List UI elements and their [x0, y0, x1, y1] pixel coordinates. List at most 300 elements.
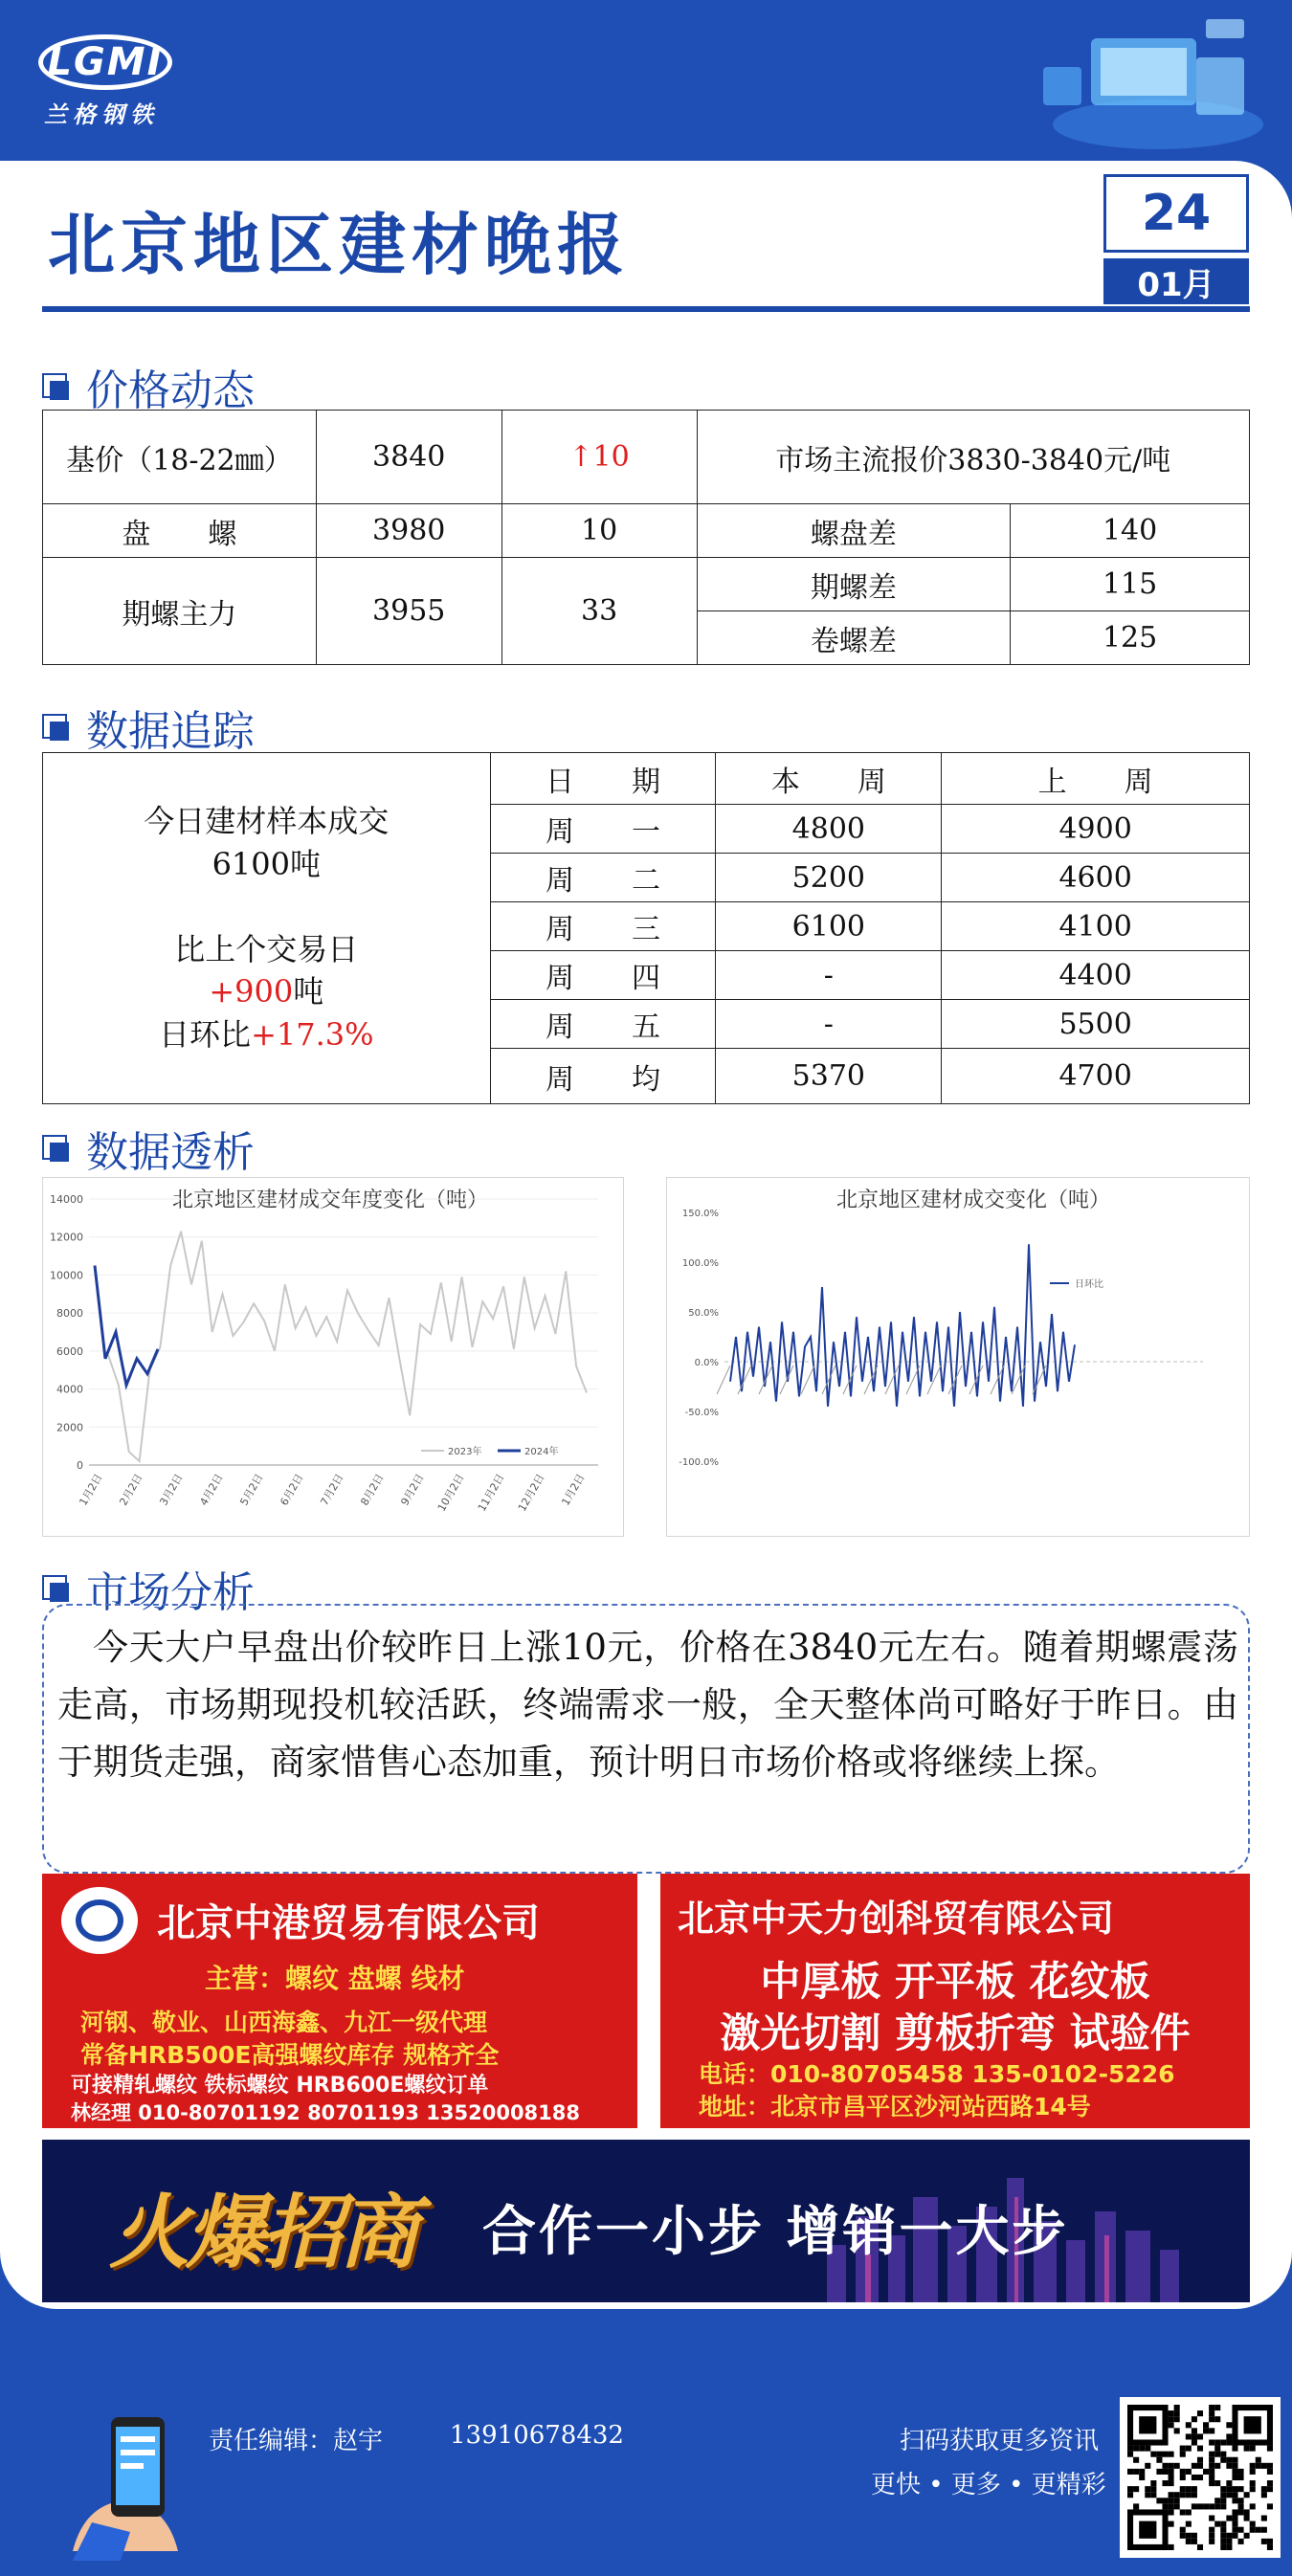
qr-module	[1267, 2544, 1273, 2550]
qr-slogan: 更快 • 更多 • 更精彩	[871, 2471, 1106, 2499]
volume-table	[42, 752, 1250, 1104]
qr-module	[1261, 2463, 1267, 2469]
qr-module	[1162, 2452, 1168, 2457]
qr-module	[1238, 2527, 1244, 2533]
qr-module	[1127, 2486, 1133, 2492]
qr-module	[1238, 2475, 1244, 2480]
qr-module	[1232, 2509, 1237, 2515]
qr-module	[1232, 2475, 1237, 2480]
qr-module	[1220, 2503, 1226, 2509]
qr-module	[1214, 2446, 1220, 2452]
qr-module	[1186, 2533, 1192, 2539]
y-tick-label: 8000	[56, 1307, 83, 1321]
y-tick-label: 10000	[50, 1269, 83, 1282]
row-last-week: 4700	[942, 1049, 1250, 1104]
qr-module	[1220, 2452, 1226, 2457]
qr-module	[1226, 2516, 1232, 2521]
qr-module	[1209, 2439, 1214, 2445]
x-tick-label: 5月2日	[237, 1472, 266, 1508]
qr-module	[1169, 2503, 1174, 2509]
qr-module	[1169, 2498, 1174, 2503]
x-tick-mark	[759, 1366, 772, 1394]
section-square-icon	[42, 714, 69, 741]
base-change	[501, 411, 697, 504]
section-data-track	[42, 697, 255, 758]
qr-module	[1238, 2498, 1244, 2503]
y-tick-label: 0	[77, 1459, 83, 1472]
section-square-icon	[42, 1135, 69, 1162]
qr-module	[1232, 2486, 1237, 2492]
qr-module	[1250, 2469, 1256, 2475]
qr-module	[1162, 2469, 1168, 2475]
ad-service-line: 激光切割 剪板折弯 试验件	[720, 2010, 1191, 2056]
qr-module	[1197, 2457, 1203, 2463]
qr-finder	[1139, 2416, 1156, 2433]
qr-module	[1261, 2539, 1267, 2544]
qr-module	[1133, 2469, 1139, 2475]
qr-module	[1169, 2463, 1174, 2469]
qr-module	[1256, 2457, 1261, 2463]
ad-company-name: 北京中天力创科贸有限公司	[678, 1898, 1115, 1940]
qr-module	[1209, 2475, 1214, 2480]
logo-mark: LGMI	[38, 34, 172, 90]
section-square-icon	[42, 1575, 69, 1602]
qr-module	[1192, 2492, 1197, 2498]
qr-module	[1127, 2492, 1133, 2498]
qr-module	[1203, 2469, 1209, 2475]
qr-module	[1150, 2480, 1156, 2486]
qr-code[interactable]	[1120, 2397, 1281, 2558]
header-date: 日 期	[490, 753, 716, 805]
row-last-week: 5500	[942, 1000, 1250, 1049]
daily-ratio-chart	[666, 1177, 1250, 1537]
qr-module	[1169, 2521, 1174, 2527]
qr-module	[1226, 2422, 1232, 2428]
series-ratio-line	[730, 1244, 1075, 1407]
x-tick-mark	[717, 1366, 730, 1394]
qr-module	[1192, 2463, 1197, 2469]
qr-module	[1214, 2452, 1220, 2457]
qr-module	[1180, 2475, 1186, 2480]
x-tick-label: 7月2日	[318, 1472, 346, 1508]
section-price	[42, 356, 255, 417]
qr-module	[1226, 2544, 1232, 2550]
qr-module	[1232, 2492, 1237, 2498]
qr-module	[1150, 2492, 1156, 2498]
y-tick-label: 6000	[56, 1344, 83, 1358]
spread-label: 螺盘差	[697, 504, 1011, 558]
qr-module	[1244, 2516, 1250, 2521]
table-row	[43, 753, 1250, 805]
qr-module	[1244, 2492, 1250, 2498]
qr-module	[1220, 2533, 1226, 2539]
ad-zhonggang[interactable]	[42, 1874, 637, 2128]
qr-module	[1226, 2433, 1232, 2439]
section-title: 价格动态	[86, 366, 255, 415]
qr-module	[1180, 2527, 1186, 2533]
y-tick-label: 100.0%	[681, 1258, 719, 1269]
qr-module	[1197, 2503, 1203, 2509]
qr-module	[1220, 2527, 1226, 2533]
x-tick-label: 12月2日	[515, 1472, 547, 1514]
qr-module	[1203, 2428, 1209, 2433]
qr-module	[1214, 2405, 1220, 2410]
qr-module	[1174, 2416, 1180, 2422]
qr-module	[1232, 2469, 1237, 2475]
qr-module	[1209, 2452, 1214, 2457]
volume-delta: +900	[209, 973, 294, 1010]
qr-module	[1209, 2428, 1214, 2433]
qr-module	[1232, 2516, 1237, 2521]
qr-module	[1261, 2516, 1267, 2521]
qr-module	[1209, 2469, 1214, 2475]
qr-module	[1209, 2480, 1214, 2486]
spread-label: 卷螺差	[697, 611, 1011, 665]
qr-module	[1232, 2498, 1237, 2503]
qr-module	[1226, 2539, 1232, 2544]
futures-label: 期螺主力	[43, 558, 317, 665]
qr-module	[1209, 2533, 1214, 2539]
qr-module	[1244, 2509, 1250, 2515]
row-day: 周 三	[490, 902, 716, 951]
base-change-value: 10	[592, 440, 630, 474]
x-tick-label: 1月2日	[559, 1472, 588, 1508]
section-data-analysis	[42, 1118, 255, 1179]
qr-module	[1169, 2509, 1174, 2515]
x-tick-label: 3月2日	[157, 1472, 186, 1508]
qr-module	[1267, 2469, 1273, 2475]
up-arrow-icon: ↑	[568, 440, 593, 474]
row-this-week: -	[716, 951, 942, 1000]
qr-module	[1214, 2498, 1220, 2503]
qr-module	[1226, 2457, 1232, 2463]
qr-module	[1209, 2516, 1214, 2521]
qr-module	[1192, 2428, 1197, 2433]
row-day: 周 一	[490, 805, 716, 854]
y-tick-label: -50.0%	[684, 1408, 719, 1418]
qr-module	[1261, 2486, 1267, 2492]
y-tick-label: -100.0%	[679, 1457, 719, 1468]
coil-change: 10	[501, 504, 697, 558]
logo-subtitle: 兰格钢铁	[44, 100, 159, 128]
qr-module	[1186, 2469, 1192, 2475]
qr-module	[1156, 2457, 1162, 2463]
y-tick-label: 4000	[56, 1383, 83, 1396]
ad-line: 河钢、敬业、山西海鑫、九江一级代理	[80, 2009, 488, 2036]
table-row	[43, 504, 1250, 558]
qr-module	[1169, 2469, 1174, 2475]
y-tick-label: 14000	[50, 1193, 83, 1206]
x-tick-label: 2月2日	[117, 1472, 145, 1508]
qr-module	[1133, 2457, 1139, 2463]
row-this-week: 4800	[716, 805, 942, 854]
qr-module	[1226, 2492, 1232, 2498]
qr-module	[1180, 2469, 1186, 2475]
qr-module	[1209, 2410, 1214, 2416]
ad-main-business: 主营：螺纹 盘螺 线材	[205, 1963, 465, 1994]
qr-module	[1250, 2527, 1256, 2533]
qr-module	[1238, 2539, 1244, 2544]
row-day: 周 五	[490, 1000, 716, 1049]
qr-module	[1238, 2509, 1244, 2515]
header-decoration-graphic	[1014, 10, 1263, 153]
series-2024-line	[95, 1266, 158, 1386]
qr-module	[1267, 2446, 1273, 2452]
qr-module	[1197, 2544, 1203, 2550]
qr-module	[1226, 2463, 1232, 2469]
qr-module	[1174, 2410, 1180, 2416]
legend-label: 日环比	[1075, 1279, 1103, 1290]
qr-module	[1214, 2503, 1220, 2509]
y-tick-label: 2000	[56, 1421, 83, 1434]
qr-module	[1209, 2405, 1214, 2410]
qr-module	[1220, 2492, 1226, 2498]
qr-module	[1133, 2446, 1139, 2452]
qr-module	[1220, 2439, 1226, 2445]
qr-module	[1174, 2463, 1180, 2469]
qr-module	[1186, 2521, 1192, 2527]
futures-change: 33	[501, 558, 697, 665]
qr-module	[1169, 2480, 1174, 2486]
qr-module	[1267, 2480, 1273, 2486]
ratio-label: 日环比	[159, 1016, 252, 1054]
qr-module	[1145, 2446, 1150, 2452]
qr-module	[1220, 2486, 1226, 2492]
qr-module	[1197, 2463, 1203, 2469]
qr-module	[1214, 2416, 1220, 2422]
section-title: 数据透析	[86, 1128, 255, 1177]
qr-module	[1214, 2463, 1220, 2469]
qr-module	[1180, 2452, 1186, 2457]
qr-module	[1256, 2527, 1261, 2533]
qr-module	[1127, 2452, 1133, 2457]
qr-module	[1180, 2492, 1186, 2498]
qr-module	[1232, 2457, 1237, 2463]
qr-module	[1226, 2486, 1232, 2492]
qr-module	[1174, 2503, 1180, 2509]
qr-finder	[1244, 2416, 1261, 2433]
qr-module	[1186, 2509, 1192, 2515]
qr-finder	[1139, 2521, 1156, 2539]
qr-module	[1145, 2486, 1150, 2492]
qr-module	[1162, 2480, 1168, 2486]
row-day: 周 四	[490, 951, 716, 1000]
title-underline	[42, 306, 1250, 312]
qr-module	[1192, 2416, 1197, 2422]
ad-zhongtianli[interactable]	[660, 1874, 1250, 2128]
base-label: 基价（18-22㎜）	[43, 411, 317, 504]
volume-summary	[43, 753, 491, 1104]
qr-module	[1250, 2503, 1256, 2509]
qr-module	[1203, 2422, 1209, 2428]
qr-module	[1232, 2446, 1237, 2452]
spread-value: 140	[1011, 504, 1250, 558]
qr-module	[1174, 2492, 1180, 2498]
qr-module	[1162, 2498, 1168, 2503]
qr-module	[1209, 2416, 1214, 2422]
table-row	[43, 411, 1250, 504]
qr-module	[1192, 2533, 1197, 2539]
qr-module	[1261, 2492, 1267, 2498]
table-row	[43, 558, 1250, 611]
y-tick-label: 150.0%	[681, 1209, 719, 1219]
qr-module	[1214, 2480, 1220, 2486]
chart-title: 北京地区建材成交变化（吨）	[835, 1188, 1111, 1212]
qr-module	[1250, 2480, 1256, 2486]
coil-label: 盘 螺	[43, 504, 317, 558]
qr-module	[1162, 2463, 1168, 2469]
qr-module	[1220, 2521, 1226, 2527]
qr-module	[1192, 2503, 1197, 2509]
editor-phone: 13910678432	[450, 2421, 624, 2450]
qr-module	[1156, 2498, 1162, 2503]
section-title: 市场分析	[86, 1568, 255, 1617]
qr-module	[1267, 2486, 1273, 2492]
qr-module	[1169, 2492, 1174, 2498]
qr-module	[1209, 2527, 1214, 2533]
qr-module	[1197, 2410, 1203, 2416]
qr-module	[1238, 2503, 1244, 2509]
qr-module	[1186, 2492, 1192, 2498]
x-tick-label: 9月2日	[398, 1472, 427, 1508]
row-day: 周 均	[490, 1049, 716, 1104]
x-tick-label: 4月2日	[197, 1472, 226, 1508]
annual-volume-chart-svg	[43, 1178, 622, 1535]
phone-hand-icon	[54, 2408, 207, 2561]
qr-module	[1169, 2544, 1174, 2550]
y-tick-label: 50.0%	[688, 1308, 719, 1319]
base-price: 3840	[316, 411, 501, 504]
volume-delta-unit: 吨	[293, 973, 324, 1010]
legend-label: 2024年	[524, 1447, 559, 1457]
editor-label: 责任编辑：赵宇	[209, 2427, 384, 2455]
qr-module	[1197, 2446, 1203, 2452]
ad-address: 地址：北京市昌平区沙河站西路14号	[699, 2093, 1091, 2121]
ad-product-line: 中厚板 开平板 花纹板	[760, 1958, 1150, 2005]
qr-module	[1156, 2452, 1162, 2457]
row-this-week: 5200	[716, 854, 942, 902]
row-this-week: -	[716, 1000, 942, 1049]
qr-module	[1186, 2422, 1192, 2428]
x-tick-label: 10月2日	[434, 1472, 467, 1514]
qr-module	[1150, 2486, 1156, 2492]
qr-module	[1150, 2452, 1156, 2457]
qr-module	[1186, 2433, 1192, 2439]
qr-module	[1192, 2439, 1197, 2445]
qr-module	[1133, 2503, 1139, 2509]
qr-module	[1145, 2492, 1150, 2498]
qr-module	[1186, 2446, 1192, 2452]
qr-module	[1174, 2405, 1180, 2410]
qr-module	[1267, 2503, 1273, 2509]
ratio-value: +17.3%	[251, 1016, 374, 1054]
qr-module	[1214, 2521, 1220, 2527]
qr-module	[1244, 2533, 1250, 2539]
volume-line1: 今日建材样本成交	[144, 803, 390, 839]
qr-module	[1244, 2446, 1250, 2452]
qr-module	[1169, 2410, 1174, 2416]
x-tick-label: 8月2日	[358, 1472, 387, 1508]
qr-module	[1226, 2439, 1232, 2445]
qr-module	[1232, 2533, 1237, 2539]
volume-line3: 比上个交易日	[174, 930, 359, 967]
qr-module	[1192, 2433, 1197, 2439]
spread-value: 125	[1011, 611, 1250, 665]
qr-module	[1214, 2439, 1220, 2445]
qr-module	[1139, 2475, 1145, 2480]
qr-module	[1180, 2509, 1186, 2515]
qr-module	[1186, 2539, 1192, 2544]
market-analysis-text: 今天大户早盘出价较昨日上涨10元，价格在3840元左右。随着期螺震荡走高，市场期现投机较活跃，终端需求一般，全天整体尚可略好于昨日。由于期货走强，商家惜售心态加重，预计明日市场价格或将继续上探。	[42, 1604, 1250, 1874]
qr-module	[1261, 2527, 1267, 2533]
qr-module	[1209, 2463, 1214, 2469]
qr-module	[1186, 2486, 1192, 2492]
qr-module	[1220, 2498, 1226, 2503]
qr-module	[1232, 2527, 1237, 2533]
qr-module	[1238, 2469, 1244, 2475]
qr-module	[1162, 2503, 1168, 2509]
qr-module	[1127, 2469, 1133, 2475]
qr-module	[1180, 2446, 1186, 2452]
section-square-icon	[42, 373, 69, 400]
qr-module	[1220, 2539, 1226, 2544]
y-tick-label: 0.0%	[694, 1358, 719, 1368]
qr-caption: 扫码获取更多资讯	[900, 2427, 1100, 2455]
qr-module	[1169, 2475, 1174, 2480]
qr-module	[1238, 2486, 1244, 2492]
qr-code-icon	[1127, 2405, 1273, 2550]
qr-module	[1209, 2539, 1214, 2544]
qr-module	[1250, 2521, 1256, 2527]
qr-module	[1256, 2463, 1261, 2469]
spread-label: 期螺差	[697, 558, 1011, 611]
header-this-week: 本 周	[716, 753, 942, 805]
qr-module	[1197, 2433, 1203, 2439]
date-day: 24	[1103, 174, 1249, 253]
row-last-week: 4100	[942, 902, 1250, 951]
qr-module	[1174, 2498, 1180, 2503]
logo	[38, 34, 182, 129]
qr-module	[1169, 2422, 1174, 2428]
qr-module	[1174, 2428, 1180, 2433]
ad-phone: 电话：010-80705458 135-0102-5226	[699, 2060, 1175, 2088]
qr-module	[1192, 2475, 1197, 2480]
row-last-week: 4600	[942, 854, 1250, 902]
x-tick-label: 6月2日	[278, 1472, 306, 1508]
legend-label: 2023年	[448, 1447, 482, 1457]
row-this-week: 5370	[716, 1049, 942, 1104]
coil-price: 3980	[316, 504, 501, 558]
qr-module	[1250, 2486, 1256, 2492]
qr-module	[1232, 2463, 1237, 2469]
page-title: 北京地区建材晚报	[48, 205, 630, 284]
qr-module	[1209, 2457, 1214, 2463]
x-tick-label: 1月2日	[77, 1472, 105, 1508]
company-logo-icon	[61, 1887, 138, 1954]
base-note: 市场主流报价3830-3840元/吨	[697, 411, 1250, 504]
futures-price: 3955	[316, 558, 501, 665]
annual-volume-chart	[42, 1177, 624, 1537]
row-this-week: 6100	[716, 902, 942, 951]
qr-module	[1232, 2521, 1237, 2527]
qr-module	[1169, 2452, 1174, 2457]
qr-module	[1220, 2544, 1226, 2550]
ad-slogan: 合作一小步 增销一大步	[482, 2201, 1069, 2263]
qr-module	[1250, 2463, 1256, 2469]
spread-value: 115	[1011, 558, 1250, 611]
ad-recruit-banner[interactable]	[42, 2140, 1250, 2302]
daily-ratio-chart-svg	[667, 1178, 1248, 1535]
